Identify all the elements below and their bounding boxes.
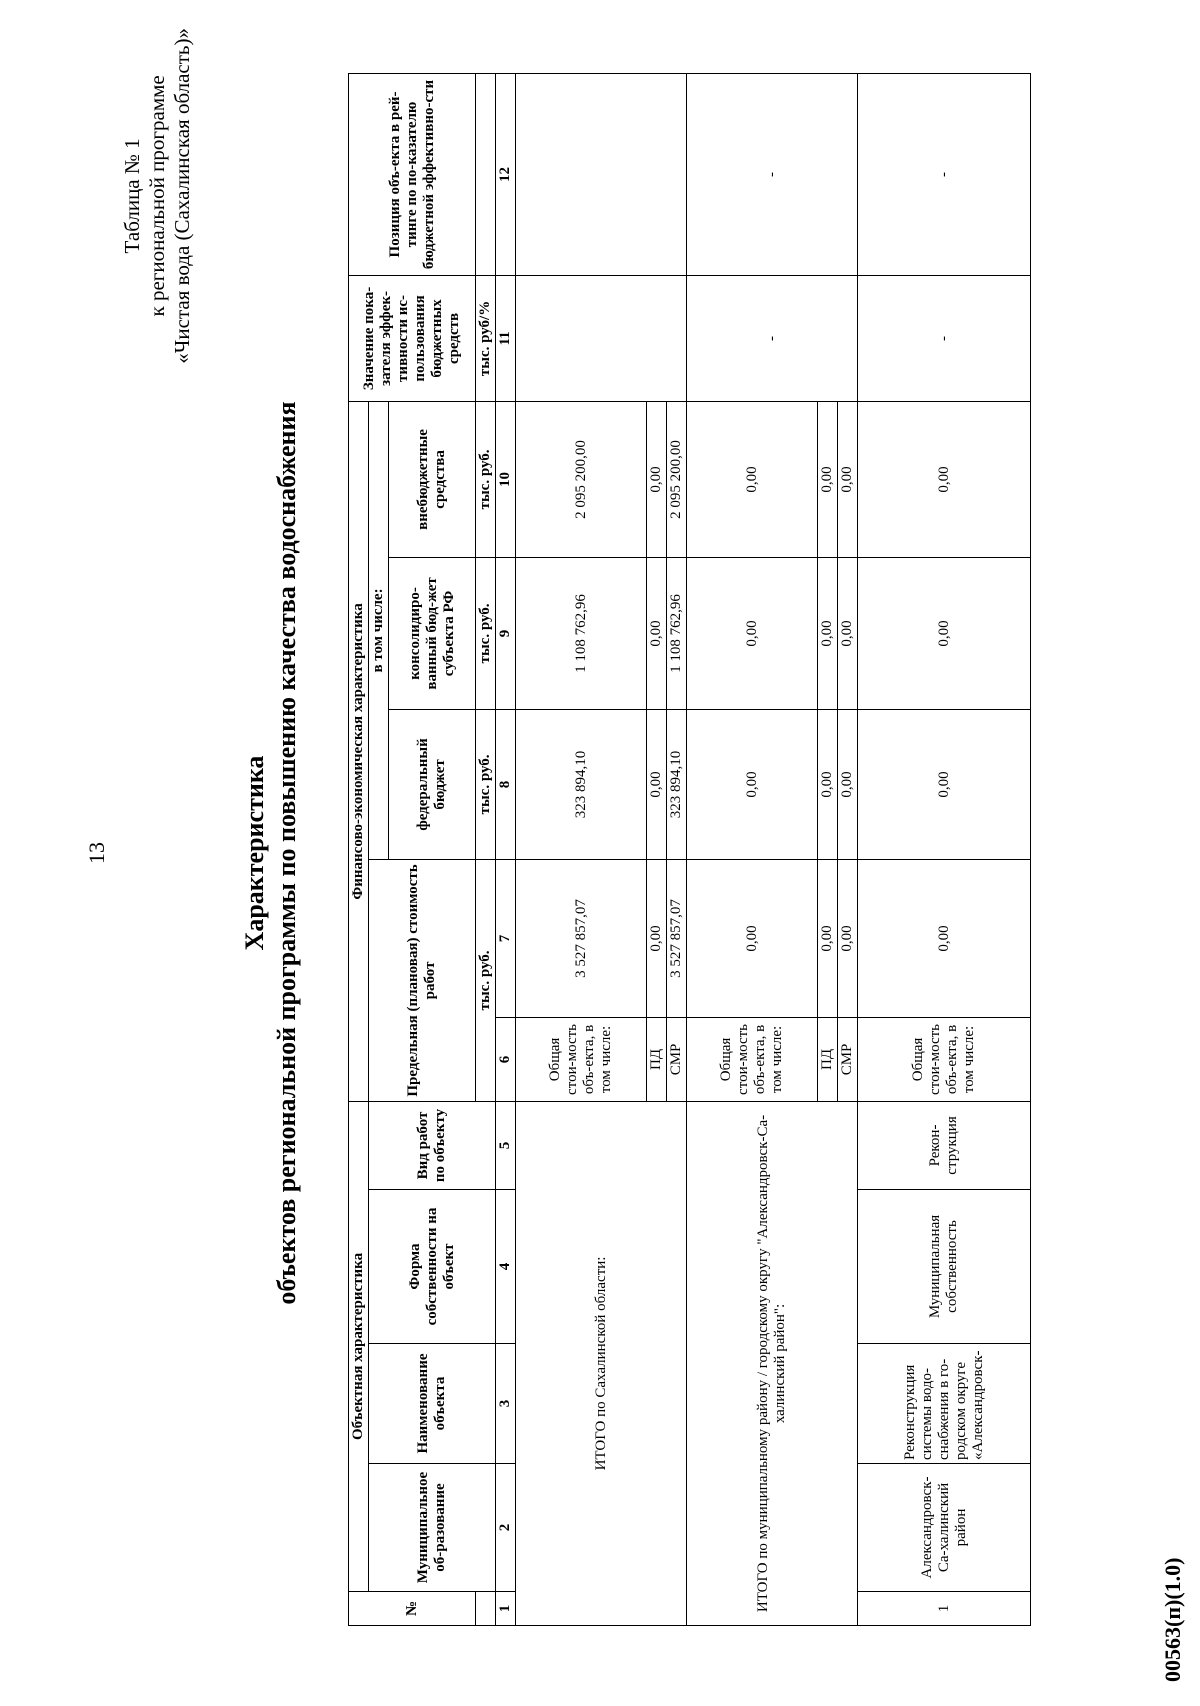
region-pd-cost: 0,00	[647, 859, 667, 1017]
region-pd-extrabudget: 0,00	[647, 401, 667, 557]
district-total-cost: 0,00	[687, 859, 818, 1017]
header-fin-char: Финансово-экономическая характеристика	[349, 401, 369, 1101]
row1-efficiency: -	[858, 275, 1031, 401]
page-number: 13	[84, 842, 109, 864]
col-number: 2	[496, 1464, 516, 1592]
region-smr-consolidated: 1 108 762,96	[667, 557, 687, 709]
row1-extrabudget: 0,00	[858, 401, 1031, 557]
caption-line-1: Таблица № 1	[120, 138, 144, 254]
row1-object: Реконструкция системы водо-снабжения в го-родском округе «Александровск-	[858, 1344, 1031, 1464]
header-ownership: Форма собственности на объект	[369, 1190, 496, 1344]
unit-cost: тыс. руб.	[476, 859, 496, 1101]
district-smr-extrabudget: 0,00	[838, 401, 858, 557]
col-number: 5	[496, 1101, 516, 1189]
region-pd-consolidated: 0,00	[647, 557, 667, 709]
caption-line-3: «Чистая вода (Сахалинская область)»	[170, 28, 194, 364]
row1-consolidated: 0,00	[858, 557, 1031, 709]
district-pd-extrabudget: 0,00	[818, 401, 838, 557]
region-total-label: ИТОГО по Сахалинской области:	[516, 1101, 687, 1625]
row1-total-cost: 0,00	[858, 859, 1031, 1017]
region-total-row	[516, 73, 647, 1625]
col-number: 4	[496, 1190, 516, 1344]
header-consolidated: консолидиро-ванный бюд-жет субъекта РФ	[389, 557, 476, 709]
row1-total-label: Общая стои-мость объ-екта, в том числе:	[858, 1017, 1031, 1101]
empty-unit-num	[476, 1592, 496, 1626]
header-rating: Позиция объ-екта в рей-тинге по по-казателю бюджетной эффективно-сти	[349, 73, 476, 275]
objects-table	[348, 73, 1031, 1626]
row1-rating: -	[858, 73, 1031, 275]
col-number: 6	[496, 1017, 516, 1101]
region-smr-extrabudget: 2 095 200,00	[667, 401, 687, 557]
unit-consolidated: тыс. руб.	[476, 557, 496, 709]
unit-extrabudget: тыс. руб.	[476, 401, 496, 557]
region-total-extrabudget: 2 095 200,00	[516, 401, 647, 557]
row1-municipality: Александровск-Са-халинский район	[858, 1464, 1031, 1592]
row1-federal: 0,00	[858, 709, 1031, 859]
title-line-2: объектов региональной программы по повышению качества водоснабжения	[272, 401, 301, 1305]
col-number: 7	[496, 859, 516, 1017]
district-total-label: ИТОГО по муниципальному району / городскому округу "Александровск-Са-халинский район":	[687, 1101, 858, 1625]
region-smr-cost: 3 527 857,07	[667, 859, 687, 1017]
header-efficiency: Значение пока-зателя эффек-тивности ис-пользования бюджетных средств	[349, 275, 476, 401]
object-row-1	[858, 73, 1031, 1625]
header-object-name: Наименование объекта	[369, 1344, 496, 1464]
column-numbers-row	[496, 73, 516, 1625]
district-smr-federal: 0,00	[838, 709, 858, 859]
district-smr-label: СМР	[838, 1017, 858, 1101]
header-max-cost: Предельная (плановая) стоимость работ	[369, 859, 476, 1101]
region-total-consolidated: 1 108 762,96	[516, 557, 647, 709]
header-federal: федеральный бюджет	[389, 709, 476, 859]
district-total-efficiency: -	[687, 275, 858, 401]
header-extrabudget: внебюджетные средства	[389, 401, 476, 557]
region-total-rating	[516, 73, 687, 275]
header-num: №	[349, 1592, 476, 1626]
district-total-cost-label: Общая стои-мость объ-екта, в том числе:	[687, 1017, 818, 1101]
district-pd-label: ПД	[818, 1017, 838, 1101]
row1-ownership: Муниципальная собственность	[858, 1190, 1031, 1344]
col-number: 8	[496, 709, 516, 859]
region-total-cost-label: Общая стои-мость объ-екта, в том числе:	[516, 1017, 647, 1101]
title-line-1: Характеристика	[240, 755, 269, 951]
header-row-1	[349, 73, 369, 1625]
region-smr-label: СМР	[667, 1017, 687, 1101]
district-smr-consolidated: 0,00	[838, 557, 858, 709]
region-smr-federal: 323 894,10	[667, 709, 687, 859]
unit-efficiency: тыс. руб/%	[476, 275, 496, 401]
district-total-row	[687, 73, 818, 1625]
unit-federal: тыс. руб.	[476, 709, 496, 859]
district-total-extrabudget: 0,00	[687, 401, 818, 557]
region-total-federal: 323 894,10	[516, 709, 647, 859]
region-pd-label: ПД	[647, 1017, 667, 1101]
header-municipality: Муниципальное об-разование	[369, 1464, 496, 1592]
col-number: 10	[496, 401, 516, 557]
table-caption	[120, 28, 195, 364]
row1-work: Рекон-струкция	[858, 1101, 1031, 1189]
district-total-consolidated: 0,00	[687, 557, 818, 709]
document-code: 00563(п)(1.0)	[1160, 1557, 1185, 1682]
header-incl: в том числе:	[369, 401, 389, 859]
district-pd-federal: 0,00	[818, 709, 838, 859]
district-pd-consolidated: 0,00	[818, 557, 838, 709]
district-smr-cost: 0,00	[838, 859, 858, 1017]
district-total-rating: -	[687, 73, 858, 275]
empty-unit-rating	[476, 73, 496, 275]
row1-num: 1	[858, 1592, 1031, 1626]
col-number: 3	[496, 1344, 516, 1464]
region-total-cost: 3 527 857,07	[516, 859, 647, 1017]
col-number: 12	[496, 73, 516, 275]
header-object-char: Объектная характеристика	[349, 1101, 369, 1591]
region-pd-federal: 0,00	[647, 709, 667, 859]
col-number: 1	[496, 1592, 516, 1626]
district-pd-cost: 0,00	[818, 859, 838, 1017]
col-number: 11	[496, 275, 516, 401]
col-number: 9	[496, 557, 516, 709]
district-total-federal: 0,00	[687, 709, 818, 859]
caption-line-2: к региональной программе	[145, 75, 169, 317]
region-total-efficiency	[516, 275, 687, 401]
header-work-type: Вид работ по объекту	[369, 1101, 496, 1189]
